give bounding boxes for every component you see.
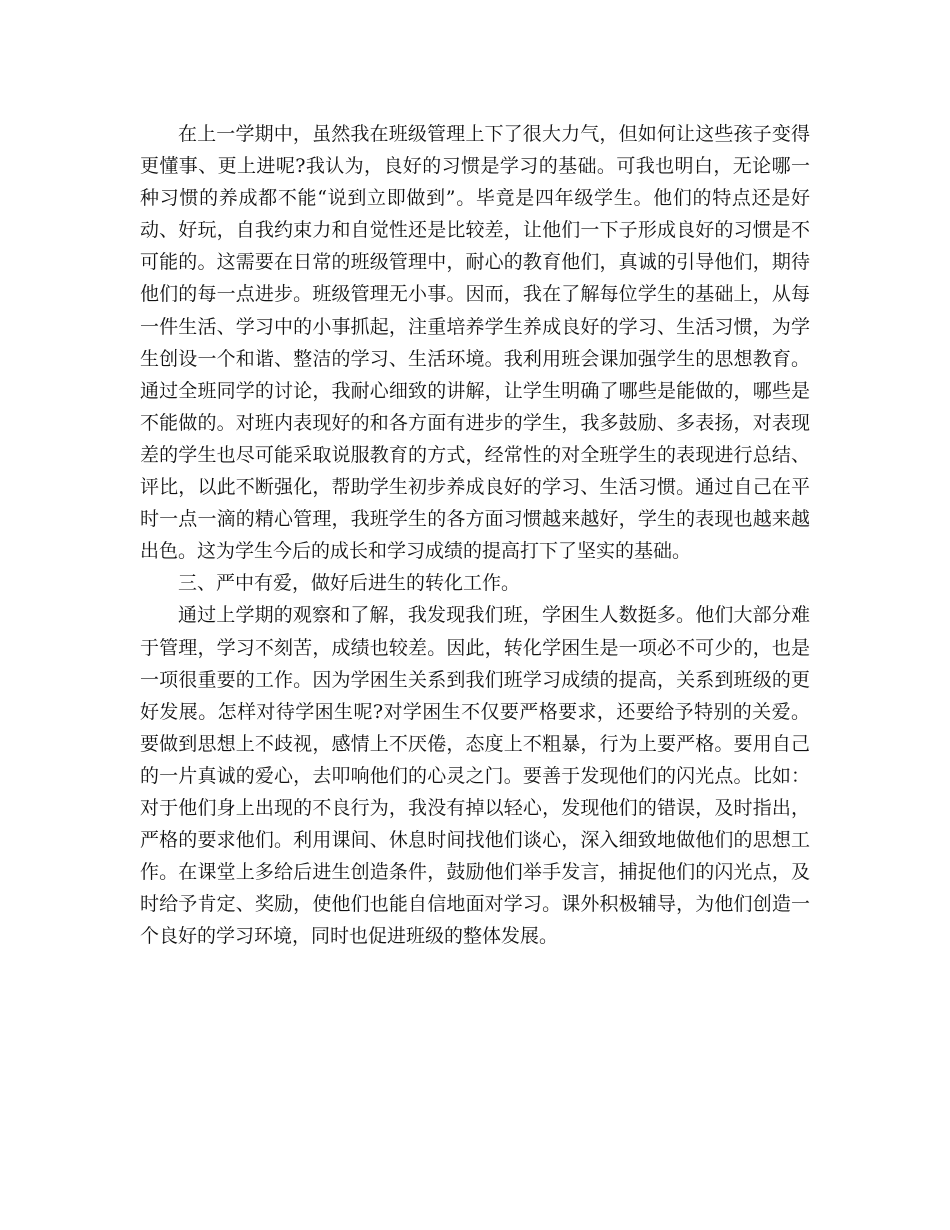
document-body: [140, 118, 810, 952]
paragraph-class-habits: 在上一学期中，虽然我在班级管理上下了很大力气，但如何让这些孩子变得更懂事、更上进呢?我认为，良好的习惯是学习的基础。可我也明白，无论哪一种习惯的养成都不能“说到立即做到”。毕竟是四年级学生。他们的特点还是好动、好玩，自我约束力和自觉性还是比较差，让他们一下子形成良好的习惯是不可能的。这需要在日常的班级管理中，耐心的教育他们，真诚的引导他们，期待他们的每一点进步。班级管理无小事。因而，我在了解每位学生的基础上，从每一件生活、学习中的小事抓起，注重培养学生养成良好的学习、生活习惯，为学生创设一个和谐、整洁的学习、生活环境。我利用班会课加强学生的思想教育。通过全班同学的讨论，我耐心细致的讲解，让学生明确了哪些是能做的，哪些是不能做的。对班内表现好的和各方面有进步的学生，我多鼓励、多表扬，对表现差的学生也尽可能采取说服教育的方式，经常性的对全班学生的表现进行总结、评比，以此不断强化，帮助学生初步养成良好的学习、生活习惯。通过自己在平时一点一滴的精心管理，我班学生的各方面习惯越来越好，学生的表现也越来越出色。这为学生今后的成长和学习成绩的提高打下了坚实的基础。: [140, 123, 810, 563]
section-heading-three: 三、严中有爱，做好后进生的转化工作。: [178, 572, 521, 595]
paragraph-struggling-students: 通过上学期的观察和了解，我发现我们班，学困生人数挺多。他们大部分难于管理，学习不刻苦，成绩也较差。因此，转化学困生是一项必不可少的，也是一项很重要的工作。因为学困生关系到我们班学习成绩的提高，关系到班级的更好发展。怎样对待学困生呢?对学困生不仅要严格要求，还要给予特别的关爱。要做到思想上不歧视，感情上不厌倦，态度上不粗暴，行为上要严格。要用自己的一片真诚的爱心，去叩响他们的心灵之门。要善于发现他们的闪光点。比如：对于他们身上出现的不良行为，我没有掉以轻心，发现他们的错误，及时指出，严格的要求他们。利用课间、休息时间找他们谈心，深入细致地做他们的思想工作。在课堂上多给后进生创造条件，鼓励他们举手发言，捕捉他们的闪光点，及时给予肯定、奖励，使他们也能自信地面对学习。课外积极辅导，为他们创造一个良好的学习环境，同时也促进班级的整体发展。: [140, 604, 810, 948]
